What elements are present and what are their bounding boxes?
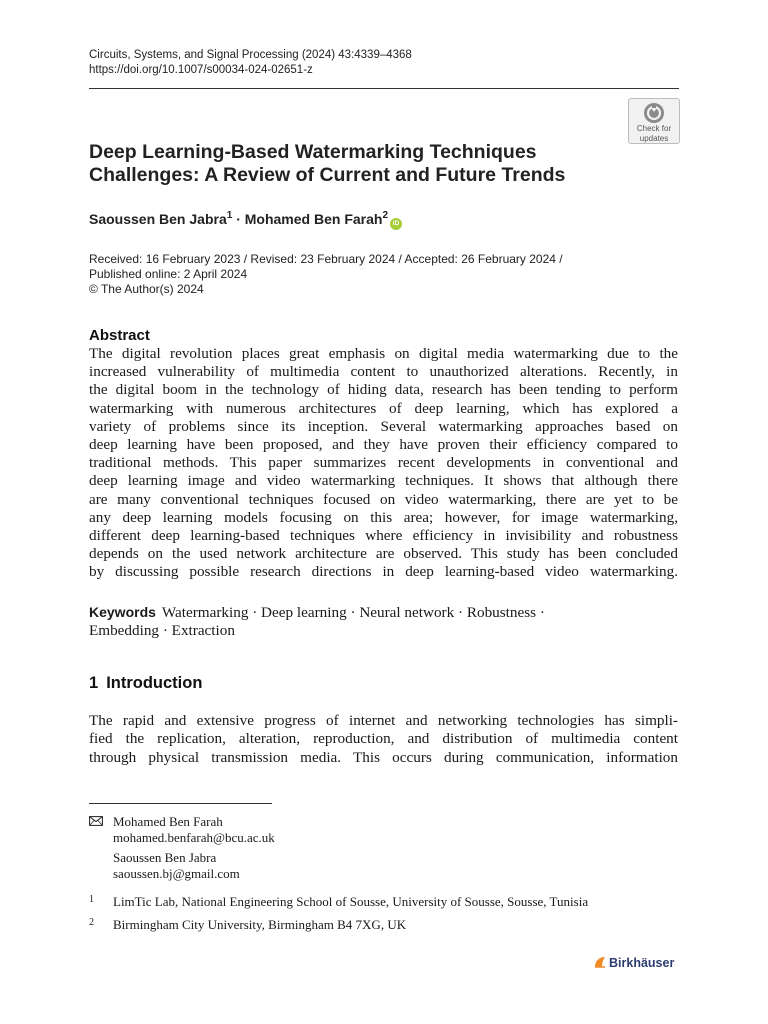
section-title: Introduction bbox=[106, 674, 203, 692]
doi-link[interactable]: https://doi.org/10.1007/s00034-024-02651-z bbox=[89, 64, 313, 76]
abstract-line: different deep learning-based techniques where efficiency in invisibility and robustness bbox=[89, 527, 678, 545]
keywords-line: Watermarking · Deep learning · Neural network · Robustness · bbox=[161, 604, 545, 621]
copyright-line: © The Author(s) 2024 bbox=[89, 282, 204, 296]
orcid-icon[interactable]: iD bbox=[390, 218, 402, 230]
check-label-1: Check for bbox=[636, 124, 672, 133]
abstract-line: variety of problems since its inception. Several watermarking approaches based on bbox=[89, 417, 678, 435]
affiliation-mark: 2 bbox=[89, 917, 94, 928]
corresponding-author-email[interactable]: mohamed.benfarah@bcu.ac.uk bbox=[113, 829, 275, 845]
author-list bbox=[89, 210, 402, 230]
keywords-label: Keywords bbox=[89, 604, 156, 620]
abstract-line: deep learning image and video watermarking techniques. It shows that although there bbox=[89, 472, 678, 490]
intro-line: The rapid and extensive progress of internet and networking technologies has simpli- bbox=[89, 712, 678, 729]
running-header bbox=[89, 48, 412, 78]
affiliation-text: LimTic Lab, National Engineering School of Sousse, University of Sousse, Sousse, Tunisia bbox=[113, 894, 589, 909]
abstract-heading: Abstract bbox=[89, 327, 150, 344]
author-name[interactable]: Saoussen Ben Jabra bbox=[89, 211, 227, 227]
affiliation-mark: 2 bbox=[382, 210, 389, 221]
footnote-rule bbox=[89, 803, 272, 804]
keywords bbox=[89, 603, 678, 640]
keywords-line: Embedding · Extraction bbox=[89, 622, 235, 640]
correspondence-block bbox=[89, 814, 275, 845]
coauthor-email[interactable]: saoussen.bj@gmail.com bbox=[113, 865, 240, 881]
dates-line: Received: 16 February 2023 / Revised: 23 February 2024 / Accepted: 26 February 2024 / bbox=[89, 252, 563, 266]
coauthor-block bbox=[89, 850, 240, 881]
birkhauser-logo-icon bbox=[593, 955, 607, 969]
introduction-body bbox=[89, 712, 678, 767]
affiliation-text: Birmingham City University, Birmingham B4 7XG, UK bbox=[113, 917, 407, 932]
author-name[interactable]: Mohamed Ben Farah bbox=[244, 211, 383, 227]
coauthor-name: Saoussen Ben Jabra bbox=[113, 850, 217, 865]
intro-line: through physical transmission media. This occurs during communication, information bbox=[89, 748, 678, 766]
abstract-line: any deep learning models focusing on this area; however, for image watermarking, bbox=[89, 508, 678, 526]
section-number: 1 bbox=[89, 674, 99, 692]
affiliation-mark: 1 bbox=[226, 210, 233, 221]
affiliation-mark: 1 bbox=[89, 894, 94, 905]
publication-dates bbox=[89, 252, 563, 297]
affiliation-2 bbox=[89, 917, 689, 933]
publisher-name: Birkhäuser bbox=[609, 956, 675, 970]
check-for-updates-badge[interactable] bbox=[628, 98, 680, 144]
abstract-line: watermarking with numerous architectures of deep learning, which has explored a bbox=[89, 399, 678, 417]
check-for-updates-icon bbox=[641, 102, 667, 124]
abstract-line: traditional methods. This paper summarizes recent developments in conventional and bbox=[89, 454, 678, 472]
check-label-2: updates bbox=[639, 133, 669, 143]
abstract-line: The digital revolution places great emphasis on digital media watermarking due to the bbox=[89, 345, 678, 362]
section-heading bbox=[89, 674, 210, 693]
abstract-line: by discussing possible research directions in deep learning-based video watermarking. bbox=[89, 563, 678, 581]
header-rule bbox=[89, 88, 679, 89]
affiliation-1 bbox=[89, 894, 689, 910]
dates-line: Published online: 2 April 2024 bbox=[89, 267, 248, 281]
abstract-body bbox=[89, 345, 678, 582]
abstract-line: increased vulnerability of multimedia content to unauthorized alterations. Recently, in bbox=[89, 363, 678, 381]
abstract-line: deep learning have been proposed, and they have proven their efficiency compared to bbox=[89, 436, 678, 454]
publisher-logo bbox=[593, 955, 674, 970]
title-line: Deep Learning-Based Watermarking Techniques bbox=[89, 141, 537, 163]
corresponding-author-name: Mohamed Ben Farah bbox=[113, 814, 223, 829]
paper-title bbox=[89, 141, 609, 187]
abstract-line: the digital boom in the technology of hiding data, research has been tending to perform bbox=[89, 381, 678, 399]
intro-line: fied the replication, alteration, reproduction, and distribution of multimedia content bbox=[89, 730, 678, 748]
envelope-icon bbox=[89, 816, 103, 826]
title-line: Challenges: A Review of Current and Future Trends bbox=[89, 164, 566, 186]
abstract-line: are many conventional techniques focused on video watermarking, there are yet to be bbox=[89, 490, 678, 508]
author-separator: · bbox=[236, 211, 241, 227]
abstract-line: depends on the used network architecture are observed. This study has been concluded bbox=[89, 545, 678, 563]
journal-citation: Circuits, Systems, and Signal Processing (2024) 43:4339–4368 bbox=[89, 49, 412, 61]
